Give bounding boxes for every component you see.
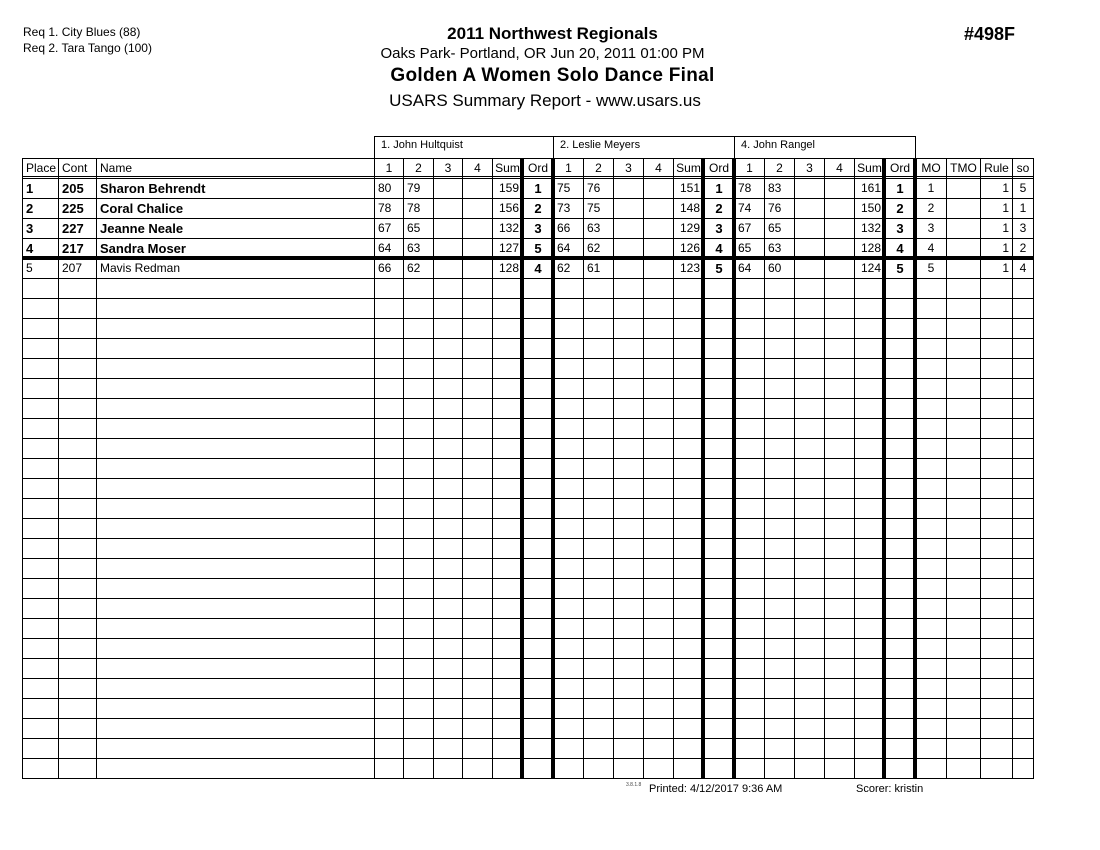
cell-j3-0: 78 bbox=[738, 181, 752, 195]
cell-j2-3 bbox=[644, 259, 673, 278]
cell-j3-1: 83 bbox=[768, 181, 782, 195]
cell-j3-4: 150 bbox=[860, 201, 881, 215]
cell-j3-1: 65 bbox=[768, 221, 782, 235]
cell-j3-3 bbox=[825, 179, 854, 198]
column-header-judge2-4: Sum bbox=[676, 161, 701, 175]
cell-j3-0: 64 bbox=[738, 261, 752, 275]
column-line bbox=[1033, 158, 1034, 779]
cell-j3-2 bbox=[795, 219, 824, 238]
cell-j2-1: 63 bbox=[587, 221, 601, 235]
cell-j1-1: 62 bbox=[407, 261, 421, 275]
cell-j2-3 bbox=[644, 179, 673, 198]
cell-j1-5: 1 bbox=[534, 181, 542, 196]
cell-name: Sharon Behrendt bbox=[100, 181, 206, 196]
cell-mo: 3 bbox=[927, 221, 935, 235]
column-header-judge1-4: Sum bbox=[495, 161, 520, 175]
cell-j2-4: 148 bbox=[679, 201, 700, 215]
cell-tmo bbox=[947, 199, 980, 218]
column-header-judge2-3: 4 bbox=[655, 161, 662, 175]
cell-place: 5 bbox=[26, 261, 33, 275]
cell-j1-0: 64 bbox=[378, 241, 392, 255]
column-header-judge3-0: 1 bbox=[746, 161, 753, 175]
cell-j1-4: 128 bbox=[498, 261, 519, 275]
column-header-name: Name bbox=[100, 161, 133, 175]
cell-j1-3 bbox=[463, 239, 492, 258]
cell-j2-5: 3 bbox=[715, 221, 723, 236]
cell-rule: 1 bbox=[1002, 221, 1009, 235]
cell-j2-5: 1 bbox=[715, 181, 723, 196]
column-header-judge3-2: 3 bbox=[806, 161, 813, 175]
cell-name: Sandra Moser bbox=[100, 241, 186, 256]
column-header-judge1-1: 2 bbox=[415, 161, 422, 175]
cell-cont: 227 bbox=[62, 221, 84, 236]
judge-header-2: 2. Leslie Meyers bbox=[553, 136, 735, 158]
cell-j2-0: 62 bbox=[557, 261, 571, 275]
cell-j3-5: 5 bbox=[896, 261, 904, 276]
cell-name: Jeanne Neale bbox=[100, 221, 184, 236]
cell-j1-3 bbox=[463, 259, 492, 278]
cell-j3-2 bbox=[795, 199, 824, 218]
cell-tmo bbox=[947, 179, 980, 198]
cell-j1-4: 132 bbox=[498, 221, 519, 235]
cell-j1-5: 5 bbox=[534, 241, 542, 256]
cell-j3-3 bbox=[825, 259, 854, 278]
column-header-rule: Rule bbox=[984, 161, 1009, 175]
cell-j1-3 bbox=[463, 219, 492, 238]
cell-j3-2 bbox=[795, 179, 824, 198]
cell-j1-5: 2 bbox=[534, 201, 542, 216]
column-header-judge2-2: 3 bbox=[625, 161, 632, 175]
cell-j1-4: 127 bbox=[498, 241, 519, 255]
cell-tmo bbox=[947, 219, 980, 238]
cell-j1-3 bbox=[463, 199, 492, 218]
cell-j2-3 bbox=[644, 219, 673, 238]
cell-j2-0: 66 bbox=[557, 221, 571, 235]
printed-timestamp: Printed: 4/12/2017 9:36 AM bbox=[649, 783, 783, 795]
cell-j2-1: 75 bbox=[587, 201, 601, 215]
column-header-judge3-5: Ord bbox=[889, 161, 910, 175]
cell-j2-4: 129 bbox=[679, 221, 700, 235]
cell-j3-5: 3 bbox=[896, 221, 904, 236]
cell-j1-0: 80 bbox=[378, 181, 392, 195]
requirement-1: Req 1. City Blues (88) bbox=[23, 25, 141, 39]
cell-j3-0: 67 bbox=[738, 221, 752, 235]
column-header-place: Place bbox=[26, 161, 57, 175]
version-label: 3.8.1.8 bbox=[626, 782, 642, 788]
cell-rule: 1 bbox=[1002, 201, 1009, 215]
column-header-judge3-3: 4 bbox=[836, 161, 843, 175]
column-header-so: so bbox=[1016, 161, 1030, 175]
competition-title: 2011 Northwest Regionals bbox=[447, 24, 658, 43]
column-header-judge3-1: 2 bbox=[776, 161, 783, 175]
cell-j2-1: 61 bbox=[587, 261, 601, 275]
cell-j2-5: 2 bbox=[715, 201, 723, 216]
cell-mo: 1 bbox=[927, 181, 935, 195]
cell-j3-0: 65 bbox=[738, 241, 752, 255]
column-header-judge1-0: 1 bbox=[385, 161, 393, 175]
column-header-judge3-4: Sum bbox=[857, 161, 882, 175]
cell-tmo bbox=[947, 239, 980, 258]
column-header-judge2-1: 2 bbox=[595, 161, 602, 175]
cell-j1-0: 78 bbox=[378, 201, 392, 215]
cell-j1-0: 67 bbox=[378, 221, 392, 235]
cell-so: 3 bbox=[1019, 221, 1027, 235]
cell-j3-5: 4 bbox=[896, 241, 904, 256]
cell-name: Coral Chalice bbox=[100, 201, 184, 216]
cell-j1-1: 63 bbox=[407, 241, 421, 255]
cell-j1-5: 4 bbox=[534, 261, 542, 276]
cell-tmo bbox=[947, 259, 980, 278]
cell-j2-5: 5 bbox=[715, 261, 723, 276]
cell-mo: 4 bbox=[927, 241, 935, 255]
column-header-tmo: TMO bbox=[950, 161, 977, 175]
cell-j3-4: 161 bbox=[860, 181, 881, 195]
column-header-judge1-3: 4 bbox=[474, 161, 481, 175]
cell-j2-5: 4 bbox=[715, 241, 723, 256]
column-header-mo: MO bbox=[921, 161, 941, 175]
cell-j3-4: 128 bbox=[860, 241, 881, 255]
cell-so: 1 bbox=[1019, 201, 1027, 215]
cell-j2-4: 151 bbox=[679, 181, 700, 195]
cell-j2-2 bbox=[614, 219, 643, 238]
cell-rule: 1 bbox=[1002, 241, 1009, 255]
cell-j3-3 bbox=[825, 239, 854, 258]
cell-j3-3 bbox=[825, 219, 854, 238]
cell-j3-3 bbox=[825, 199, 854, 218]
cell-so: 5 bbox=[1019, 181, 1027, 195]
cell-cont: 225 bbox=[62, 201, 84, 216]
cell-j1-2 bbox=[434, 239, 462, 258]
judge-header-3: 4. John Rangel bbox=[734, 136, 916, 158]
cell-so: 4 bbox=[1019, 261, 1027, 275]
cell-place: 4 bbox=[26, 241, 34, 256]
cell-place: 3 bbox=[26, 221, 34, 236]
column-header-judge2-0: 1 bbox=[565, 161, 572, 175]
cell-j2-0: 75 bbox=[557, 181, 571, 195]
column-header-judge1-5: Ord bbox=[527, 161, 548, 175]
cell-j3-2 bbox=[795, 239, 824, 258]
cell-j3-4: 132 bbox=[860, 221, 881, 235]
cell-j1-2 bbox=[434, 179, 462, 198]
event-number: #498F bbox=[964, 24, 1016, 44]
cell-j1-5: 3 bbox=[534, 221, 542, 236]
requirement-2: Req 2. Tara Tango (100) bbox=[23, 41, 152, 55]
cell-place: 2 bbox=[26, 201, 34, 216]
cell-j1-1: 79 bbox=[407, 181, 421, 195]
cell-j3-5: 2 bbox=[896, 201, 904, 216]
judge-header-1: 1. John Hultquist bbox=[374, 136, 554, 158]
location-datetime: Oaks Park- Portland, OR Jun 20, 2011 01:00 PM bbox=[380, 45, 705, 62]
cell-place: 1 bbox=[26, 181, 34, 196]
cell-j1-1: 78 bbox=[407, 201, 421, 215]
cell-j1-2 bbox=[434, 199, 462, 218]
cell-cont: 205 bbox=[62, 181, 84, 196]
cell-so: 2 bbox=[1019, 241, 1027, 255]
cell-j3-1: 76 bbox=[768, 201, 782, 215]
cell-j2-3 bbox=[644, 199, 673, 218]
cell-j2-2 bbox=[614, 179, 643, 198]
cell-j1-4: 156 bbox=[498, 201, 519, 215]
cell-j2-2 bbox=[614, 239, 643, 258]
event-title: Golden A Women Solo Dance Final bbox=[390, 65, 715, 86]
cell-j1-3 bbox=[463, 179, 492, 198]
cell-j2-4: 123 bbox=[679, 261, 700, 275]
cell-rule: 1 bbox=[1002, 261, 1009, 275]
cell-mo: 5 bbox=[927, 261, 935, 275]
cell-mo: 2 bbox=[927, 201, 935, 215]
cell-j1-0: 66 bbox=[378, 261, 392, 275]
cell-j2-3 bbox=[644, 239, 673, 258]
cell-j3-1: 63 bbox=[768, 241, 782, 255]
cell-j3-0: 74 bbox=[738, 201, 752, 215]
cell-j2-1: 76 bbox=[587, 181, 601, 195]
cell-j1-2 bbox=[434, 259, 462, 278]
cell-cont: 217 bbox=[62, 241, 84, 256]
cell-j1-2 bbox=[434, 219, 462, 238]
cell-j2-2 bbox=[614, 199, 643, 218]
column-header-cont: Cont bbox=[62, 161, 88, 175]
cell-j1-1: 65 bbox=[407, 221, 421, 235]
cell-j2-1: 62 bbox=[587, 241, 601, 255]
cell-cont: 207 bbox=[62, 261, 83, 275]
cell-j3-1: 60 bbox=[768, 261, 782, 275]
cell-j3-2 bbox=[795, 259, 824, 278]
cell-j3-4: 124 bbox=[860, 261, 881, 275]
cell-j2-0: 64 bbox=[557, 241, 571, 255]
cell-j3-5: 1 bbox=[896, 181, 904, 196]
report-name: USARS Summary Report - www.usars.us bbox=[389, 91, 701, 110]
scorer-label: Scorer: kristin bbox=[856, 783, 924, 795]
column-header-judge2-5: Ord bbox=[708, 161, 729, 175]
cell-j2-4: 126 bbox=[679, 241, 700, 255]
cell-j2-0: 73 bbox=[557, 201, 571, 215]
cell-rule: 1 bbox=[1002, 181, 1009, 195]
cell-name: Mavis Redman bbox=[100, 261, 181, 275]
cell-j2-2 bbox=[614, 259, 643, 278]
cell-j1-4: 159 bbox=[498, 181, 519, 195]
column-header-judge1-2: 3 bbox=[444, 161, 452, 175]
